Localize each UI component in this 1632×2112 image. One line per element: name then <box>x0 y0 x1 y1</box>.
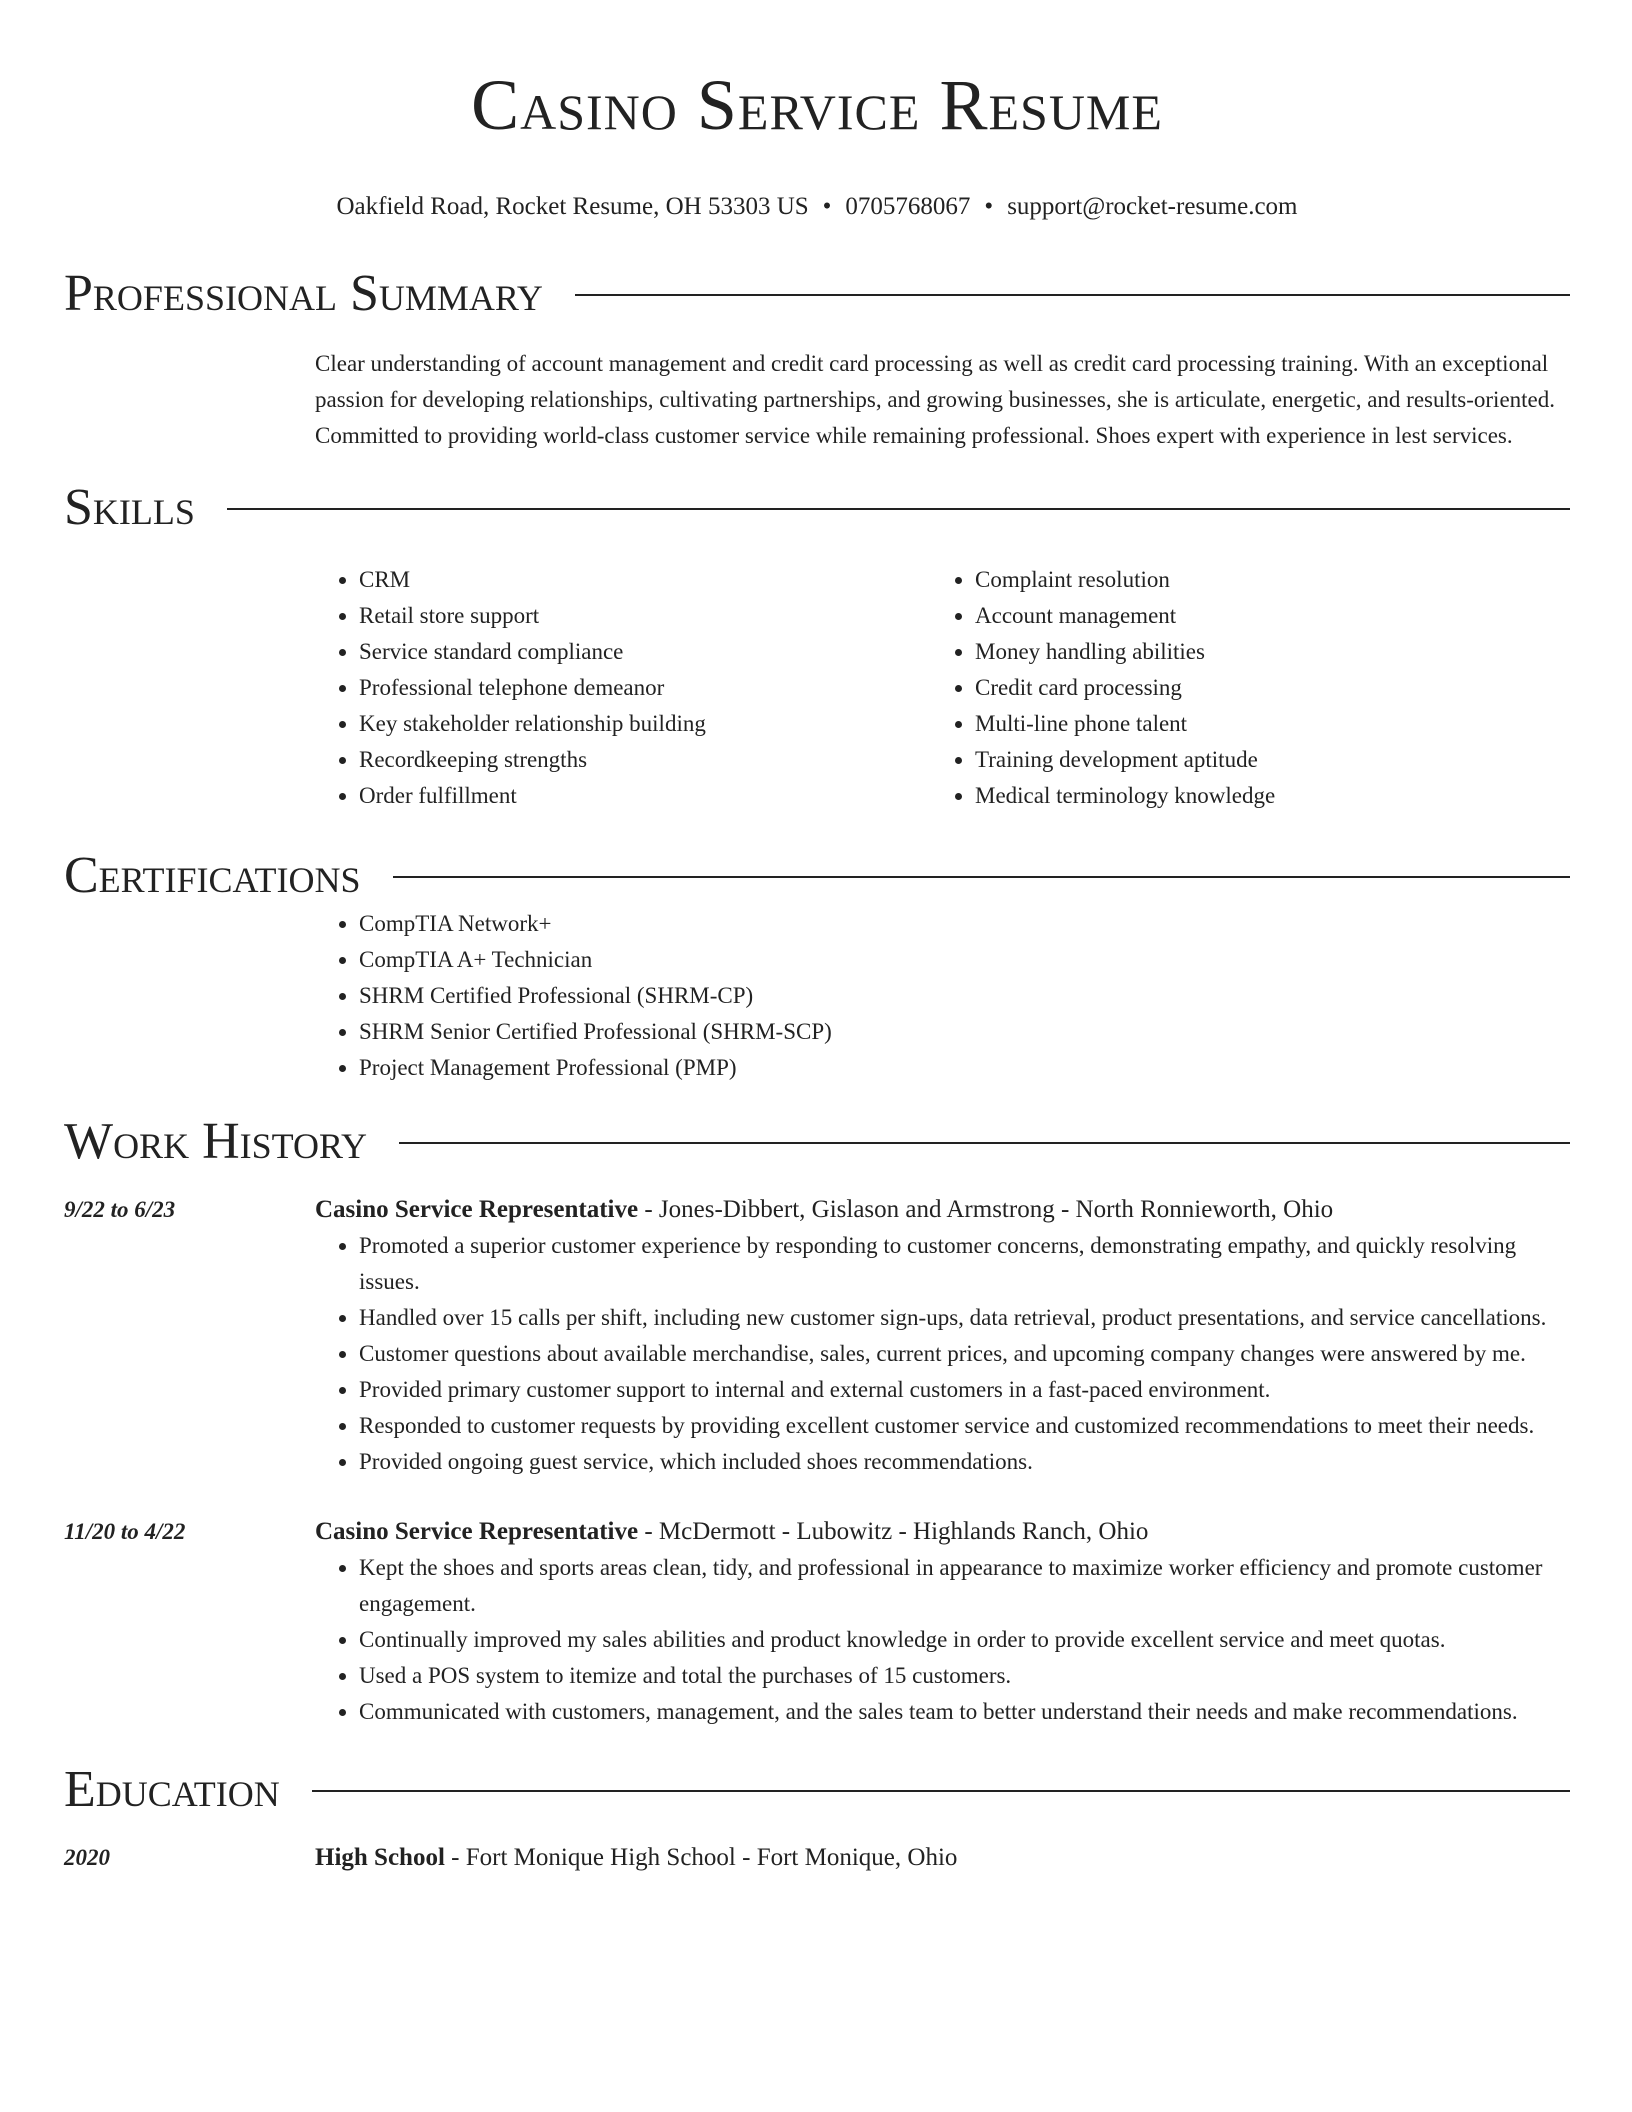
education-section-header <box>64 1760 1570 1820</box>
job-content <box>315 1514 1570 1730</box>
summary-heading: Professional Summary <box>64 265 543 322</box>
summary-section-header <box>64 264 1570 324</box>
contact-address: Oakfield Road, Rocket Resume, OH 53303 US <box>336 193 809 220</box>
list-item: • Credit card processing <box>975 670 1547 706</box>
list-item: • Provided ongoing guest service, which included shoes recommendations. <box>359 1444 1570 1480</box>
job-entry <box>64 1514 1570 1730</box>
skills-column-left <box>315 562 931 814</box>
summary-body <box>315 346 1570 454</box>
list-item: • Handled over 15 calls per shift, including new customer sign-ups, data retrieval, product presentations, and service cancellations. <box>359 1300 1570 1336</box>
certifications-heading: Certifications <box>64 847 361 904</box>
job-heading-line <box>315 1192 1570 1228</box>
list-item: • Medical terminology knowledge <box>975 778 1547 814</box>
list-item: • Provided primary customer support to internal and external customers in a fast-paced environment. <box>359 1372 1570 1408</box>
education-degree: High School <box>315 1844 445 1871</box>
list-item: • SHRM Senior Certified Professional (SHRM-SCP) <box>359 1014 1570 1050</box>
list-item: • SHRM Certified Professional (SHRM-CP) <box>359 978 1570 1014</box>
contact-email: support@rocket-resume.com <box>1007 193 1298 220</box>
education-details: - Fort Monique High School - Fort Monique, Ohio <box>444 1844 958 1871</box>
certifications-list <box>315 906 1570 1086</box>
work-heading: Work History <box>64 1113 368 1170</box>
list-item: • Recordkeeping strengths <box>359 742 931 778</box>
skills-list-right <box>931 562 1547 814</box>
section-divider <box>575 294 1570 296</box>
job-dates: 9/22 to 6/23 <box>64 1197 176 1222</box>
section-divider <box>399 1142 1570 1144</box>
list-item: • Professional telephone demeanor <box>359 670 931 706</box>
summary-text: Clear understanding of account management and credit card processing as well as credit card processing training. With an exceptional passion for developing relationships, cultivating partnerships, and growing businesses, she is articulate, energetic, and results-oriented. Committed to providing world-class customer service while remaining professional. Shoes expert with experience in lest services. <box>315 351 1556 448</box>
contact-phone: 0705768067 <box>845 193 971 220</box>
skills-columns <box>315 562 1570 814</box>
skills-body <box>315 562 1570 814</box>
certifications-body <box>315 906 1570 1086</box>
list-item: • Customer questions about available merchandise, sales, current prices, and upcoming company changes were answered by me. <box>359 1336 1570 1372</box>
skills-column-right <box>931 562 1547 814</box>
list-item: • Kept the shoes and sports areas clean, tidy, and professional in appearance to maximize worker efficiency and promote customer engagement. <box>359 1550 1570 1622</box>
contact-separator: • <box>822 193 832 220</box>
list-item: • Key stakeholder relationship building <box>359 706 931 742</box>
skills-list-left <box>315 562 931 814</box>
list-item: • Order fulfillment <box>359 778 931 814</box>
education-year: 2020 <box>64 1845 110 1870</box>
list-item: • Complaint resolution <box>975 562 1547 598</box>
job-details: - McDermott - Lubowitz - Highlands Ranch, Ohio <box>638 1518 1149 1545</box>
resume-title: Casino Service Resume <box>471 65 1163 145</box>
list-item: • Account management <box>975 598 1547 634</box>
job-details: - Jones-Dibbert, Gislason and Armstrong - North Ronnieworth, Ohio <box>638 1196 1334 1223</box>
list-item: • CompTIA Network+ <box>359 906 1570 942</box>
job-entry <box>64 1192 1570 1480</box>
list-item: • Project Management Professional (PMP) <box>359 1050 1570 1086</box>
skills-section-header <box>64 478 1570 538</box>
job-title: Casino Service Representative <box>315 1196 639 1223</box>
contact-line <box>64 192 1570 222</box>
list-item: • Responded to customer requests by providing excellent customer service and customized recommendations to meet their needs. <box>359 1408 1570 1444</box>
education-heading: Education <box>64 1761 280 1818</box>
list-item: • Promoted a superior customer experience by responding to customer concerns, demonstrating empathy, and quickly resolving issues. <box>359 1228 1570 1300</box>
job-dates: 11/20 to 4/22 <box>64 1519 186 1544</box>
list-item: • Multi-line phone talent <box>975 706 1547 742</box>
job-bullets <box>315 1550 1570 1730</box>
contact-separator: • <box>984 193 994 220</box>
list-item: • Continually improved my sales abilities and product knowledge in order to provide excellent service and meet quotas. <box>359 1622 1570 1658</box>
education-content <box>315 1840 1570 1876</box>
list-item: • Used a POS system to itemize and total the purchases of 15 customers. <box>359 1658 1570 1694</box>
section-divider <box>227 508 1570 510</box>
education-line <box>315 1840 1570 1876</box>
section-divider <box>393 876 1570 878</box>
list-item: • Money handling abilities <box>975 634 1547 670</box>
list-item: • Training development aptitude <box>975 742 1547 778</box>
list-item: • CRM <box>359 562 931 598</box>
section-divider <box>312 1790 1570 1792</box>
list-item: • Communicated with customers, management, and the sales team to better understand their needs and make recommendations. <box>359 1694 1570 1730</box>
education-entry <box>64 1840 1570 1876</box>
list-item: • CompTIA A+ Technician <box>359 942 1570 978</box>
certifications-section-header <box>64 846 1570 906</box>
work-section-header <box>64 1112 1570 1172</box>
skills-heading: Skills <box>64 479 195 536</box>
job-heading-line <box>315 1514 1570 1550</box>
list-item: • Service standard compliance <box>359 634 931 670</box>
job-content <box>315 1192 1570 1480</box>
job-bullets <box>315 1228 1570 1480</box>
job-title: Casino Service Representative <box>315 1518 639 1545</box>
list-item: • Retail store support <box>359 598 931 634</box>
